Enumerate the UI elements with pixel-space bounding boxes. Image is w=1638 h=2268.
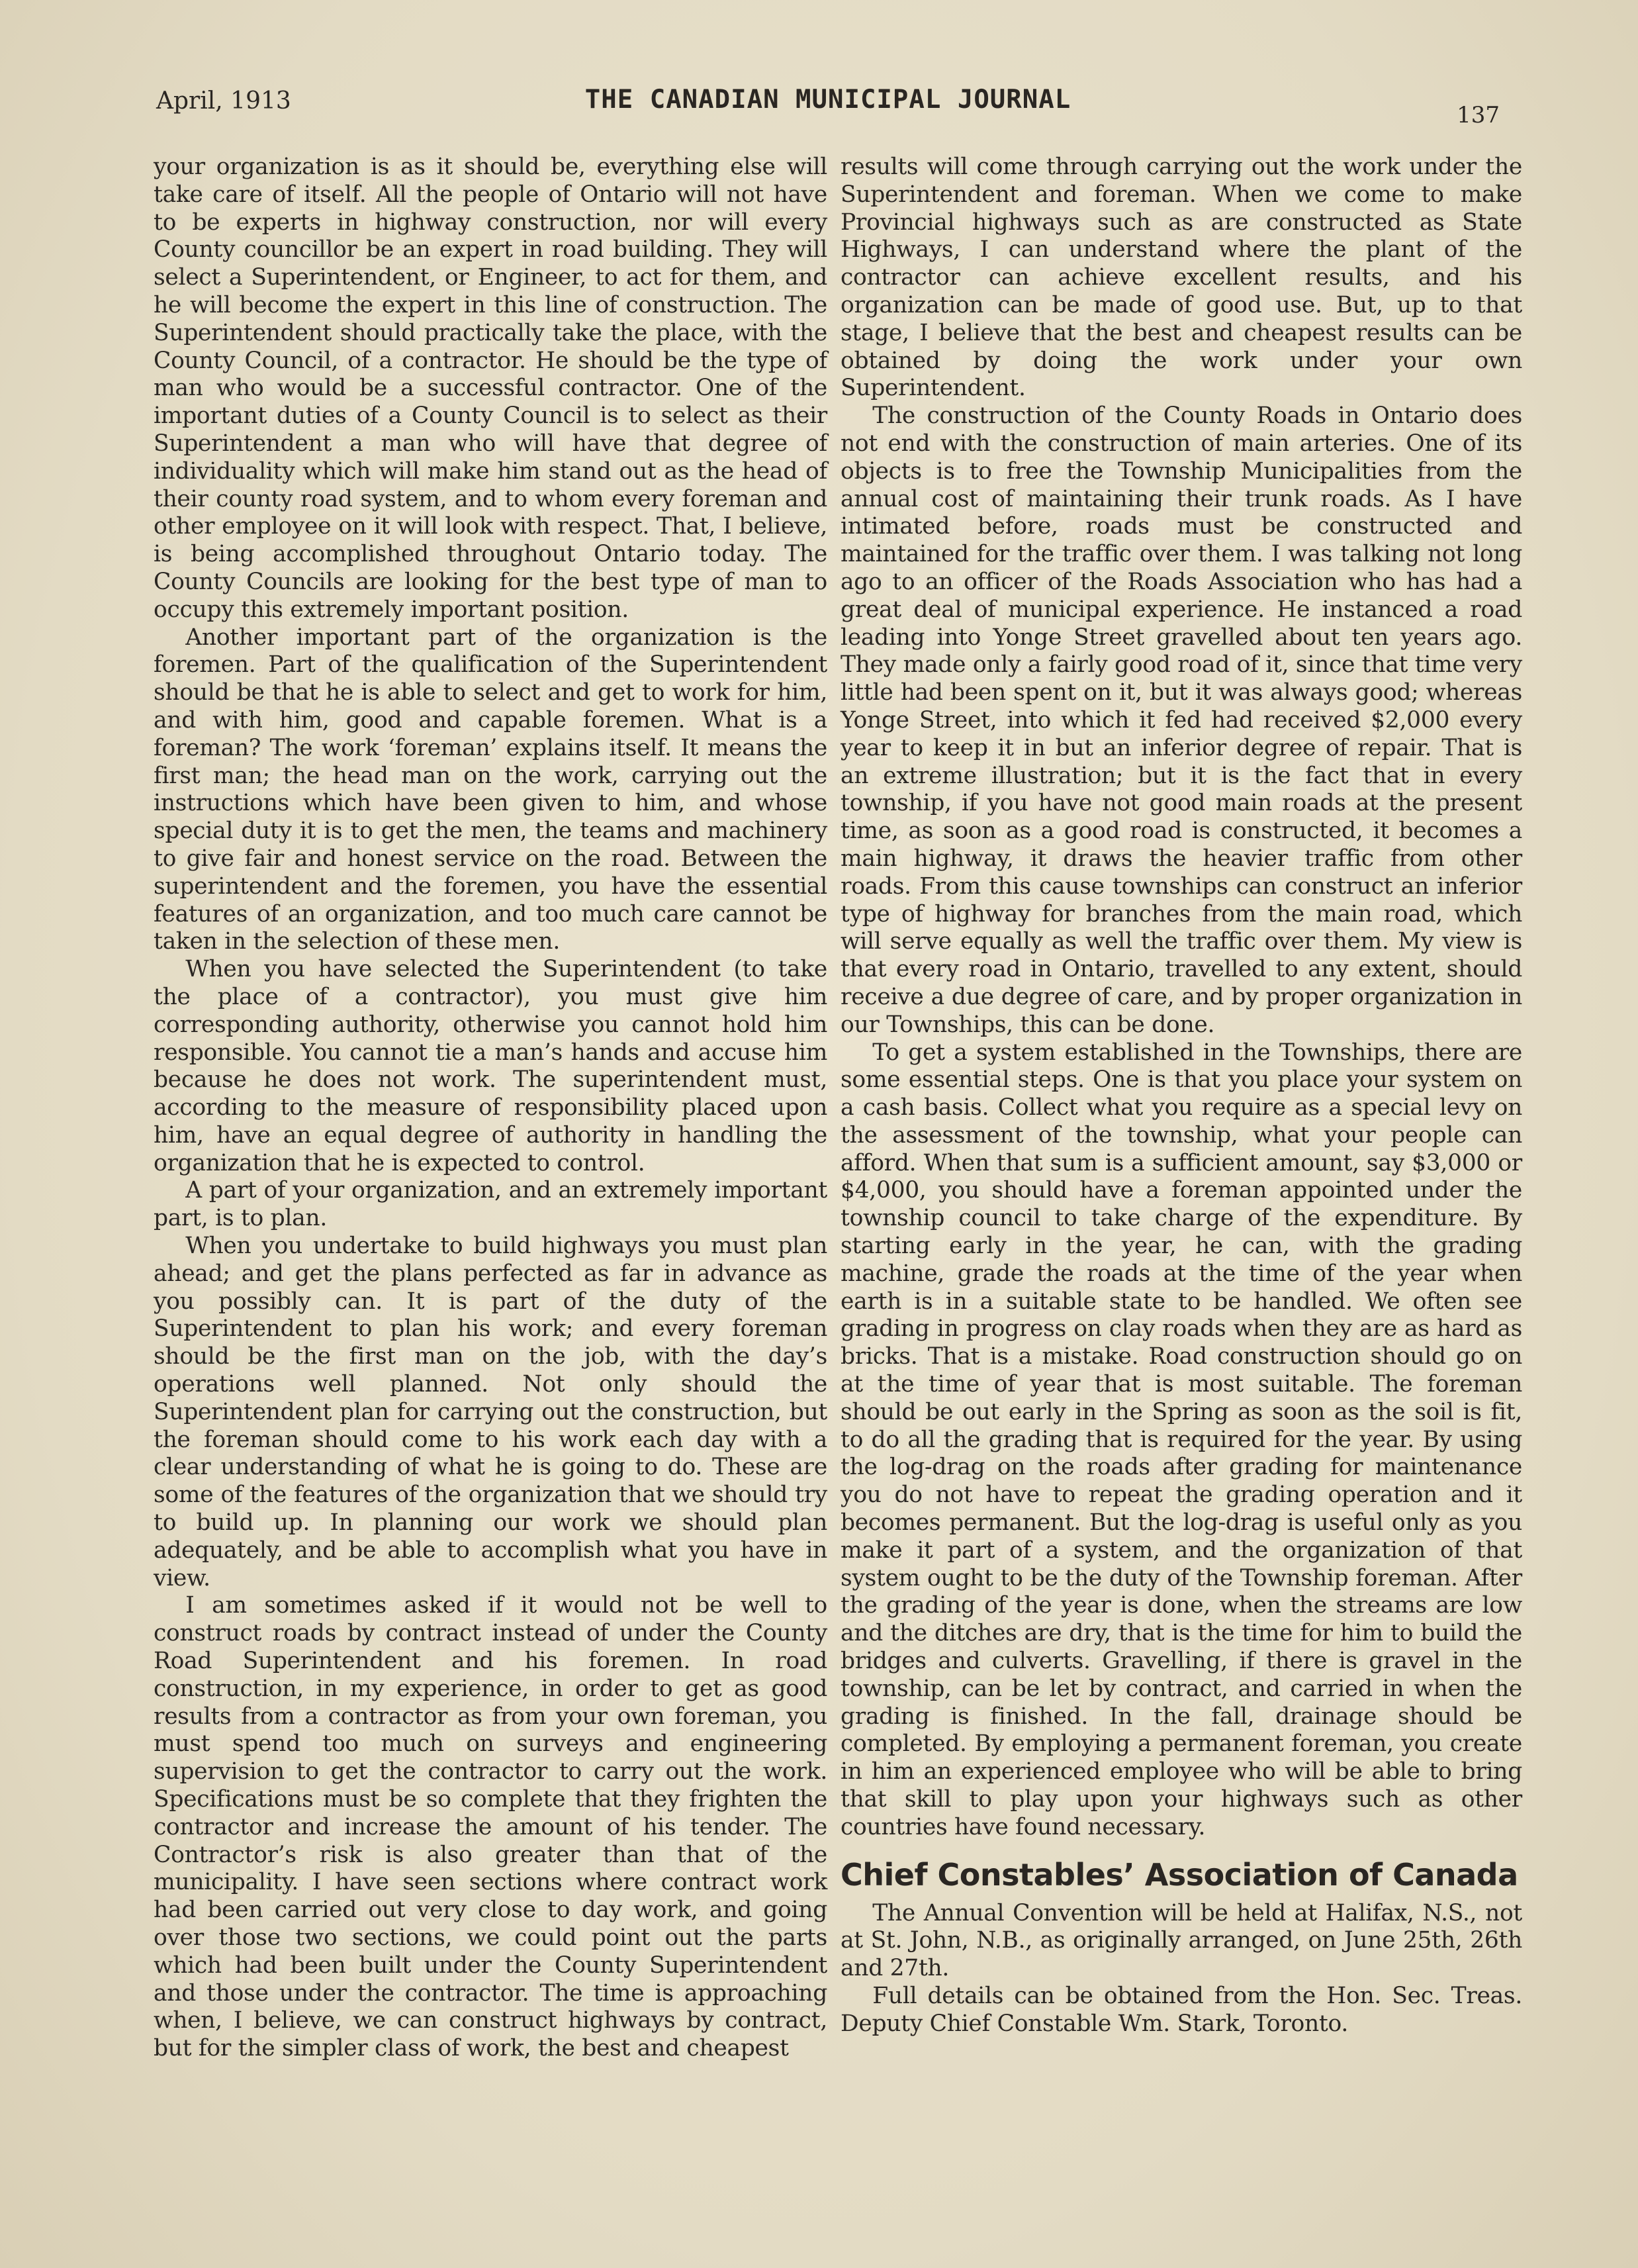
journal-title: THE CANADIAN MUNICIPAL JOURNAL xyxy=(584,85,1071,115)
paragraph: To get a system established in the Townships, there are some essential steps. One is that you place your system on a cash basis. Collect what you require as a special levy on the assessment of the township, what your people can afford. When that sum is a sufficient amount, say $3,000 or $4,000, you should have a foreman appointed under the township council to take charge of the expenditure. By starting early in the year, he can, with the grading machine, grade the roads at the time of the year when earth is in a suitable state to be handled. We often see grading in progress on clay roads when they are as hard as bricks. That is a mistake. Road construction should go on at the time of year that is most suitable. The foreman should be out early in the Spring as soon as the soil is fit, to do all the grading that is required for the year. By using the log-drag on the roads after grading for maintenance you do not have to repeat the grading operation and it becomes permanent. But the log-drag is useful only as you make it part of a system, and the organization of that system ought to be the duty of the Township foreman. After the grading of the year is done, when the streams are low and the ditches are dry, that is the time for him to build the bridges and culverts. Gravelling, if there is gravel in the township, can be let by contract, and carried in when the grading is finished. In the fall, drainage should be completed. By employing a permanent foreman, you create in him an experienced employee who will be able to bring that skill to play upon your highways such as other countries have found necessary. xyxy=(841,1039,1522,1840)
article-paragraph: Full details can be obtained from the Hon. Sec. Treas. Deputy Chief Constable Wm. Stark, Toronto. xyxy=(841,1983,1522,2037)
paragraph: Another important part of the organization is the foremen. Part of the qualification of the Superintendent should be that he is able to select and get to work for him, and with him, good and capable foremen. What is a foreman? The work ‘foreman’ explains itself. It means the first man; the head man on the work, carrying out the instructions which have been given to him, and whose special duty it is to get the men, the teams and machinery to give fair and honest service on the road. Between the superintendent and the foremen, you have the essential features of an organization, and too much care cannot be taken in the selection of these men. xyxy=(154,624,827,955)
paragraph: I am sometimes asked if it would not be well to construct roads by contract instead of under the County Road Superintendent and his foremen. In road construction, in my experience, in order to get as good results from a contractor as from your own foreman, you must spend too much on surveys and engineering supervision to get the contractor to carry out the work. Specifications must be so complete that they frighten the contractor and increase the amount of his tender. The Contractor’s risk is also greater than that of the municipality. I have seen sections where contract work had been carried out very close to day work, and going over those two sections, we could point out the parts which had been built under the County Superintendent and those under the contractor. The time is approaching when, I believe, we can construct highways by contract, but for the simpler class of work, the best and cheapest xyxy=(154,1592,827,2062)
paragraph: your organization is as it should be, everything else will take care of itself. All the people of Ontario will not have to be experts in highway construction, nor will every County councillor be an expert in road building. They will select a Superintendent, or Engineer, to act for them, and he will become the expert in this line of construction. The Superintendent should practically take the place, with the County Council, of a contractor. He should be the type of man who would be a successful contractor. One of the important duties of a County Council is to select as their Superintendent a man who will have that degree of individuality which will make him stand out as the head of their county road system, and to whom every foreman and other employee on it will look with respect. That, I believe, is being accomplished throughout Ontario today. The County Councils are looking for the best type of man to occupy this extremely important position. xyxy=(154,154,827,623)
paragraph: When you undertake to build highways you must plan ahead; and get the plans perfected as far in advance as you possibly can. It is part of the duty of the Superintendent to plan his work; and every foreman should be the first man on the job, with the day’s operations well planned. Not only should the Superintendent plan for carrying out the construction, but the foreman should come to his work each day with a clear understanding of what he is going to do. These are some of the features of the organization that we should try to build up. In planning our work we should plan adequately, and be able to accomplish what you have in view. xyxy=(154,1233,827,1591)
article-paragraph: The Annual Convention will be held at Halifax, N.S., not at St. John, N.B., as originally arranged, on June 25th, 26th and 27th. xyxy=(841,1899,1522,1982)
article-heading: Chief Constables’ Association of Canada xyxy=(841,1856,1518,1893)
paragraph: When you have selected the Superintendent (to take the place of a contractor), you must give him corresponding authority, otherwise you cannot hold him responsible. You cannot tie a man’s hands and accuse him because he does not work. The superintendent must, according to the measure of responsibility placed upon him, have an equal degree of authority in handling the organization that he is expected to control. xyxy=(154,956,827,1176)
paragraph: A part of your organization, and an extremely important part, is to plan. xyxy=(154,1177,827,1232)
paragraph: results will come through carrying out the work under the Superintendent and foreman. When we come to make Provincial highways such as are constructed as State Highways, I can understand where the plant of the contractor can achieve excellent results, and his organization can be made of good use. But, up to that stage, I believe that the best and cheapest results can be obtained by doing the work under your own Superintendent. xyxy=(841,154,1522,402)
right-column xyxy=(841,154,1522,2038)
paragraph: The construction of the County Roads in Ontario does not end with the construction of main arteries. One of its objects is to free the Township Municipalities from the annual cost of maintaining their trunk roads. As I have intimated before, roads must be constructed and maintained for the traffic over them. I was talking not long ago to an officer of the Roads Association who has had a great deal of municipal experience. He instanced a road leading into Yonge Street gravelled about ten years ago. They made only a fairly good road of it, since that time very little had been spent on it, but it was always good; whereas Yonge Street, into which it fed had received $2,000 every year to keep it in but an inferior degree of repair. That is an extreme illustration; but it is the fact that in every township, if you have not good main roads at the present time, as soon as a good road is constructed, it becomes a main highway, it draws the heavier traffic from other roads. From this cause townships can construct an inferior type of highway for branches from the main road, which will serve equally as well the traffic over them. My view is that every road in Ontario, travelled to any extent, should receive a due degree of care, and by proper organization in our Townships, this can be done. xyxy=(841,402,1522,1038)
page-number: 137 xyxy=(1457,102,1500,128)
left-column xyxy=(154,154,827,2063)
issue-date: April, 1913 xyxy=(156,87,291,115)
page-header xyxy=(156,85,1500,128)
